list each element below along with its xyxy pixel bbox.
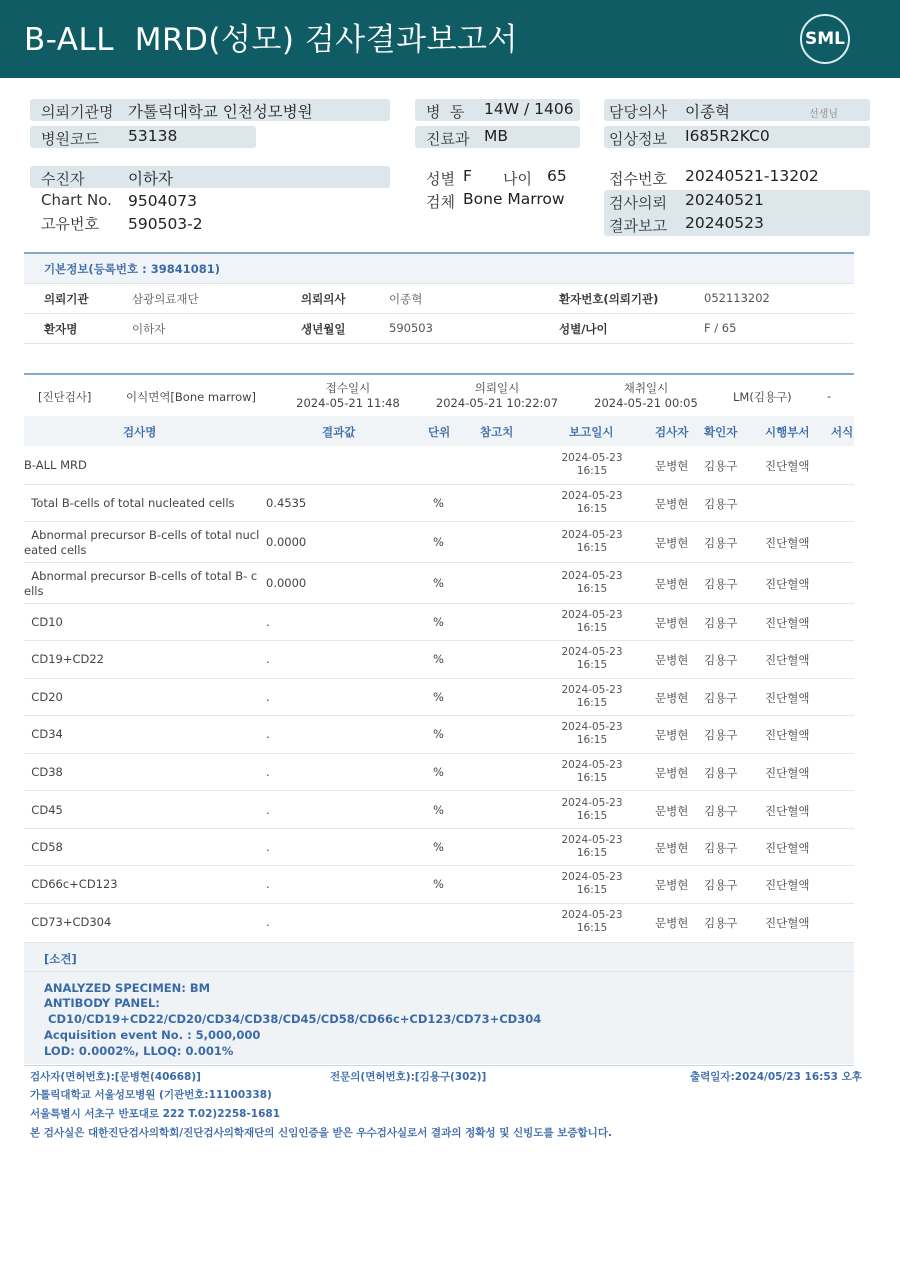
th-confirmer: 확인자 — [704, 425, 738, 439]
row-date: 2024-05-23 16:15 — [561, 609, 623, 634]
th-dept: 시행부서 — [765, 425, 810, 439]
row-name: Total B-cells of total nucleated cells — [24, 496, 235, 510]
ward-label: 병 동 — [426, 103, 465, 121]
row-result: . — [266, 877, 270, 891]
row-name-cont: ells — [24, 584, 44, 598]
row-date: 2024-05-23 16:15 — [561, 529, 623, 554]
row-tester: 문병현 — [655, 841, 689, 855]
row-result: 0.0000 — [266, 535, 307, 549]
row-confirmer: 김용구 — [704, 616, 738, 630]
row-divider — [24, 484, 854, 485]
exam-category: [진단검사] — [38, 390, 92, 404]
row-name: CD66c+CD123 — [24, 877, 118, 891]
hospcode-label: 병원코드 — [41, 130, 99, 148]
row-confirmer: 김용구 — [704, 459, 738, 473]
exam-request-label: 의뢰일시 — [474, 381, 520, 395]
row-name: Abnormal precursor B-cells of total B- c — [24, 569, 258, 583]
sml-logo-icon — [800, 14, 850, 64]
row-name: CD20 — [24, 690, 63, 704]
row-divider — [24, 903, 854, 904]
sex-label: 성별 — [426, 170, 455, 188]
row-confirmer: 김용구 — [704, 497, 738, 511]
age-value: 65 — [547, 167, 567, 185]
row-dept: 진단혈액 — [765, 804, 810, 818]
row-date: 2024-05-23 16:15 — [561, 759, 623, 784]
row-dept: 진단혈액 — [765, 653, 810, 667]
basic-doctor-value: 이종혁 — [389, 292, 423, 306]
basic-sexage-value: F / 65 — [704, 321, 737, 335]
report-value: 20240523 — [685, 214, 764, 232]
exam-receipt-label: 접수일시 — [325, 381, 371, 395]
remarks-line: Acquisition event No. : 5,000,000 — [44, 1028, 261, 1042]
age-label: 나이 — [503, 170, 532, 188]
exam-specimen: 이식면역[Bone marrow] — [126, 390, 257, 404]
doctor-label: 담당의사 — [609, 103, 667, 121]
sex-value: F — [463, 167, 472, 185]
footer-tester: 검사자(면허번호):[문병현(40668)] — [30, 1071, 201, 1083]
clinical-label: 임상정보 — [609, 130, 667, 148]
logo-text: SML — [805, 29, 845, 49]
row-unit: % — [433, 727, 444, 741]
row-result: . — [266, 803, 270, 817]
th-form: 서식 — [831, 425, 854, 439]
exam-lab: LM(김용구) — [733, 390, 792, 404]
basic-line-2 — [24, 313, 854, 314]
doctor-suffix: 선생님 — [809, 109, 838, 120]
remarks-divider — [24, 971, 854, 972]
org-label: 의뢰기관명 — [41, 103, 114, 121]
row-unit: % — [433, 496, 444, 510]
remarks-line: LOD: 0.0002%, LLOQ: 0.001% — [44, 1044, 234, 1058]
row-result: . — [266, 765, 270, 779]
row-confirmer: 김용구 — [704, 841, 738, 855]
row-unit: % — [433, 690, 444, 704]
remarks-line: ANALYZED SPECIMEN: BM — [44, 981, 211, 995]
row-tester: 문병현 — [655, 728, 689, 742]
basic-org-value: 삼광의료재단 — [132, 292, 199, 306]
hospcode-value: 53138 — [128, 127, 178, 145]
row-name-cont: eated cells — [24, 543, 87, 557]
uid-value: 590503-2 — [128, 215, 203, 233]
row-unit: % — [433, 576, 444, 590]
row-name: CD10 — [24, 615, 63, 629]
exam-request-value: 2024-05-21 10:22:07 — [435, 396, 559, 410]
dept-value: MB — [484, 127, 509, 145]
row-unit: % — [433, 877, 444, 891]
row-dept: 진단혈액 — [765, 878, 810, 892]
row-result: . — [266, 840, 270, 854]
exam-top-line — [24, 373, 854, 375]
remarks-line: ANTIBODY PANEL: — [44, 996, 160, 1010]
row-result: 0.0000 — [266, 576, 307, 590]
dept-label: 진료과 — [426, 130, 470, 148]
row-name: CD45 — [24, 803, 63, 817]
footer-specialist: 전문의(면허번호):[김용구(302)] — [330, 1071, 487, 1083]
footer-hospital: 가톨릭대학교 서울성모병원 (기관번호:11100338) — [30, 1089, 272, 1101]
row-confirmer: 김용구 — [704, 916, 738, 930]
row-date: 2024-05-23 16:15 — [561, 834, 623, 859]
ward-value: 14W / 1406 — [484, 100, 574, 118]
basic-line-3 — [24, 343, 854, 344]
row-divider — [24, 521, 854, 522]
row-confirmer: 김용구 — [704, 577, 738, 591]
remarks-line: CD10/CD19+CD22/CD20/CD34/CD38/CD45/CD58/CD66c+CD123/CD73+CD304 — [44, 1012, 542, 1026]
exam-dash: - — [827, 389, 832, 403]
row-result: . — [266, 727, 270, 741]
row-date: 2024-05-23 16:15 — [561, 871, 623, 896]
row-divider — [24, 790, 854, 791]
th-name: 검사명 — [123, 425, 157, 439]
row-tester: 문병현 — [655, 766, 689, 780]
row-name: CD58 — [24, 840, 63, 854]
footer-printed: 출력일자:2024/05/23 16:53 오후 — [690, 1071, 862, 1083]
row-result: . — [266, 652, 270, 666]
patient-label: 수진자 — [41, 170, 85, 188]
row-divider — [24, 865, 854, 866]
basic-pid-label: 환자번호(의뢰기관) — [559, 292, 659, 306]
row-dept: 진단혈액 — [765, 766, 810, 780]
receipt-value: 20240521-13202 — [685, 167, 819, 185]
exam-collect-value: 2024-05-21 00:05 — [594, 396, 698, 410]
row-divider — [24, 678, 854, 679]
remarks-box — [24, 942, 854, 1064]
basic-org-label: 의뢰기관 — [44, 292, 89, 306]
remarks-title: [소견] — [44, 952, 77, 966]
row-name: Abnormal precursor B-cells of total nucl — [24, 528, 260, 542]
basic-name-value: 이하자 — [132, 322, 166, 336]
row-date: 2024-05-23 16:15 — [561, 490, 623, 515]
basic-dob-value: 590503 — [389, 321, 433, 335]
row-unit: % — [433, 803, 444, 817]
row-tester: 문병현 — [655, 804, 689, 818]
specimen-label: 검체 — [426, 193, 455, 211]
row-confirmer: 김용구 — [704, 653, 738, 667]
row-tester: 문병현 — [655, 878, 689, 892]
row-date: 2024-05-23 16:15 — [561, 452, 623, 477]
row-date: 2024-05-23 16:15 — [561, 570, 623, 595]
row-result: . — [266, 615, 270, 629]
row-confirmer: 김용구 — [704, 536, 738, 550]
row-name: CD34 — [24, 727, 63, 741]
chart-value: 9504073 — [128, 192, 198, 210]
row-date: 2024-05-23 16:15 — [561, 909, 623, 934]
basic-pid-value: 052113202 — [704, 291, 770, 305]
th-date: 보고일시 — [569, 425, 614, 439]
row-confirmer: 김용구 — [704, 804, 738, 818]
row-tester: 문병현 — [655, 577, 689, 591]
row-divider — [24, 640, 854, 641]
org-value: 가톨릭대학교 인천성모병원 — [128, 103, 313, 121]
row-divider — [24, 715, 854, 716]
uid-label: 고유번호 — [41, 215, 99, 233]
row-date: 2024-05-23 16:15 — [561, 684, 623, 709]
receipt-label: 접수번호 — [609, 170, 667, 188]
th-result: 결과값 — [322, 425, 356, 439]
row-divider — [24, 603, 854, 604]
footer-address: 서울특별시 서초구 반포대로 222 T.02)2258-1681 — [30, 1108, 281, 1120]
report-label: 결과보고 — [609, 217, 667, 235]
row-date: 2024-05-23 16:15 — [561, 721, 623, 746]
row-tester: 문병현 — [655, 653, 689, 667]
basic-doctor-label: 의뢰의사 — [301, 292, 346, 306]
row-result: 0.4535 — [266, 496, 307, 510]
row-dept: 진단혈액 — [765, 728, 810, 742]
report-header — [0, 0, 900, 78]
row-confirmer: 김용구 — [704, 878, 738, 892]
row-confirmer: 김용구 — [704, 691, 738, 705]
row-divider — [24, 828, 854, 829]
row-tester: 문병현 — [655, 691, 689, 705]
row-tester: 문병현 — [655, 459, 689, 473]
request-label: 검사의뢰 — [609, 194, 667, 212]
row-unit: % — [433, 652, 444, 666]
row-tester: 문병현 — [655, 497, 689, 511]
row-divider — [24, 562, 854, 563]
doctor-value: 이종혁 — [685, 103, 730, 121]
footer-line — [24, 1065, 854, 1066]
clinical-value: I685R2KC0 — [685, 127, 770, 145]
specimen-value: Bone Marrow — [463, 190, 565, 208]
th-unit: 단위 — [428, 425, 451, 439]
exam-collect-label: 채취일시 — [623, 381, 669, 395]
row-date: 2024-05-23 16:15 — [561, 646, 623, 671]
row-dept: 진단혈액 — [765, 616, 810, 630]
basic-line-1 — [24, 283, 854, 284]
basic-sexage-label: 성별/나이 — [559, 322, 608, 336]
footer-certification: 본 검사실은 대한진단검사의학회/진단검사의학재단의 신임인증을 받은 우수검사실로서 결과의 정확성 및 신빙도를 보증합니다. — [30, 1127, 612, 1139]
row-dept: 진단혈액 — [765, 459, 810, 473]
row-tester: 문병현 — [655, 916, 689, 930]
patient-value: 이하자 — [128, 170, 173, 188]
row-unit: % — [433, 840, 444, 854]
basic-name-label: 환자명 — [44, 322, 78, 336]
th-tester: 검사자 — [655, 425, 689, 439]
request-value: 20240521 — [685, 191, 764, 209]
th-ref: 참고치 — [480, 425, 514, 439]
row-dept: 진단혈액 — [765, 577, 810, 591]
row-tester: 문병현 — [655, 536, 689, 550]
row-unit: % — [433, 535, 444, 549]
basic-title: 기본정보(등록번호 : 39841081) — [44, 262, 221, 276]
row-divider — [24, 753, 854, 754]
row-dept: 진단혈액 — [765, 691, 810, 705]
row-confirmer: 김용구 — [704, 728, 738, 742]
row-tester: 문병현 — [655, 616, 689, 630]
basic-dob-label: 생년월일 — [301, 322, 346, 336]
row-confirmer: 김용구 — [704, 766, 738, 780]
row-name: CD38 — [24, 765, 63, 779]
row-unit: % — [433, 615, 444, 629]
row-date: 2024-05-23 16:15 — [561, 797, 623, 822]
report-title: B-ALL MRD(성모) 검사결과보고서 — [24, 22, 518, 58]
row-name: B-ALL MRD — [24, 458, 87, 472]
row-dept: 진단혈액 — [765, 841, 810, 855]
row-dept: 진단혈액 — [765, 916, 810, 930]
row-dept: 진단혈액 — [765, 536, 810, 550]
chart-label: Chart No. — [41, 191, 112, 209]
row-result: . — [266, 915, 270, 929]
exam-receipt-value: 2024-05-21 11:48 — [296, 396, 400, 410]
row-result: . — [266, 690, 270, 704]
row-name: CD73+CD304 — [24, 915, 112, 929]
row-name: CD19+CD22 — [24, 652, 104, 666]
row-unit: % — [433, 765, 444, 779]
